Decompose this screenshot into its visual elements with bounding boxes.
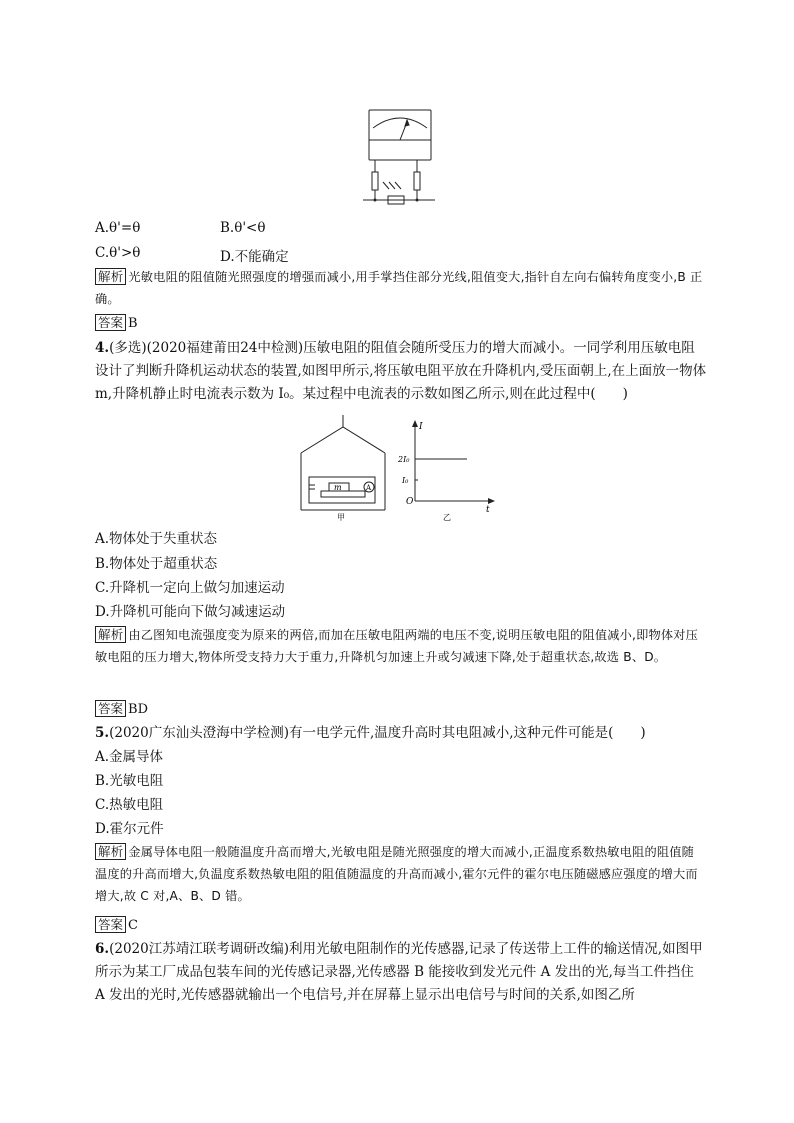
q4-analysis (95, 624, 705, 668)
origin-label: O (406, 497, 414, 507)
q3-option-b: B.θ'<θ (220, 220, 266, 236)
answer-tag: 答案 (95, 916, 126, 933)
q4-option-d: D.升降机可能向下做匀减速运动 (95, 604, 286, 620)
q4-answer (95, 700, 148, 719)
q3-option-c: C.θ'>θ (95, 245, 141, 261)
q3-answer-value: B (128, 316, 138, 331)
analysis-tag: 解析 (95, 268, 126, 285)
q4-number: 4. (95, 340, 110, 356)
q5-stem (95, 722, 707, 745)
q3-analysis-text: 光敏电阻的阻值随光照强度的增强而减小,用手掌挡住部分光线,阻值变大,指针自左向右偏转角度变小,B 正确。 (95, 270, 703, 306)
q3-option-d: D.不能确定 (220, 249, 289, 265)
q5-answer (95, 916, 138, 935)
q4-option-a: A.物体处于失重状态 (95, 531, 218, 547)
answer-tag: 答案 (95, 314, 126, 331)
q5-analysis (95, 841, 705, 907)
q5-answer-value: C (128, 918, 138, 933)
fig-jia-label: 甲 (337, 513, 345, 522)
fig-yi-label: 乙 (443, 513, 451, 522)
q4-option-b: B.物体处于超重状态 (95, 556, 218, 572)
q5-text: (2020广东汕头澄海中学检测)有一电学元件,温度升高时其电阻减小,这种元件可能是( ) (109, 725, 646, 741)
q4-text: (多选)(2020福建莆田24中检测)压敏电阻的阻值会随所受压力的增大而减小。一同学利用压敏电阻设计了判断升降机运动状态的装置,如图甲所示,将压敏电阻平放在升降机内,受压面朝上,在上面放一物体 m,升降机静止时电流表示数为 I₀。某过程中电流表的示数如图乙所示,则在此过程中( ) (95, 340, 707, 402)
tick-2i0: 2I₀ (398, 455, 410, 464)
q4-figure (295, 415, 495, 525)
q5-option-b: B.光敏电阻 (95, 773, 164, 789)
ammeter-label: A (366, 484, 372, 492)
q5-option-d: D.霍尔元件 (95, 821, 164, 837)
axis-x-label: t (486, 505, 490, 515)
q6-number: 6. (95, 941, 110, 957)
q4-stem (95, 337, 707, 406)
analysis-tag: 解析 (95, 843, 126, 860)
q3-answer (95, 314, 138, 333)
q3-option-a: A.θ'=θ (95, 220, 141, 236)
axis-y-label: I (419, 422, 423, 432)
q4-analysis-text: 由乙图知电流强度变为原来的两倍,而加在压敏电阻两端的电压不变,说明压敏电阻的阻值减小,即物体对压敏电阻的压力增大,物体所受支持力大于重力,升降机匀加速上升或匀减速下降,处于超重状态,故选 B、D。 (95, 628, 699, 664)
q5-number: 5. (95, 725, 110, 741)
mass-label: m (334, 483, 342, 492)
q6-stem (95, 938, 707, 1007)
q3-analysis (95, 266, 705, 310)
analysis-tag: 解析 (95, 626, 126, 643)
q5-analysis-text: 金属导体电阻一般随温度升高而增大,光敏电阻是随光照强度的增大而减小,正温度系数热敏电阻的阻值随温度的升高而增大,负温度系数热敏电阻的阻值随温度的升高而减小,霍尔元件的霍尔电压随磁感应强度的增大而增大,故 C 对,A、B、D 错。 (95, 845, 698, 903)
q5-option-a: A.金属导体 (95, 749, 164, 765)
tick-i0: I₀ (402, 476, 409, 485)
q4-option-c: C.升降机一定向上做匀加速运动 (95, 580, 285, 596)
answer-tag: 答案 (95, 700, 126, 717)
q4-answer-value: BD (128, 702, 148, 717)
q6-text: (2020江苏靖江联考调研改编)利用光敏电阻制作的光传感器,记录了传送带上工件的输送情况,如图甲所示为某工厂成品包装车间的光传感记录器,光传感器 B 能接收到发光元件 A 发出的光,每当工件挡住 A 发出的光时,光传感器就输出一个电信号,并在屏幕上显示出电信号与时间的关系,如图乙所 (95, 941, 703, 1003)
q5-option-c: C.热敏电阻 (95, 797, 164, 813)
galvanometer-circuit-figure (355, 100, 445, 212)
